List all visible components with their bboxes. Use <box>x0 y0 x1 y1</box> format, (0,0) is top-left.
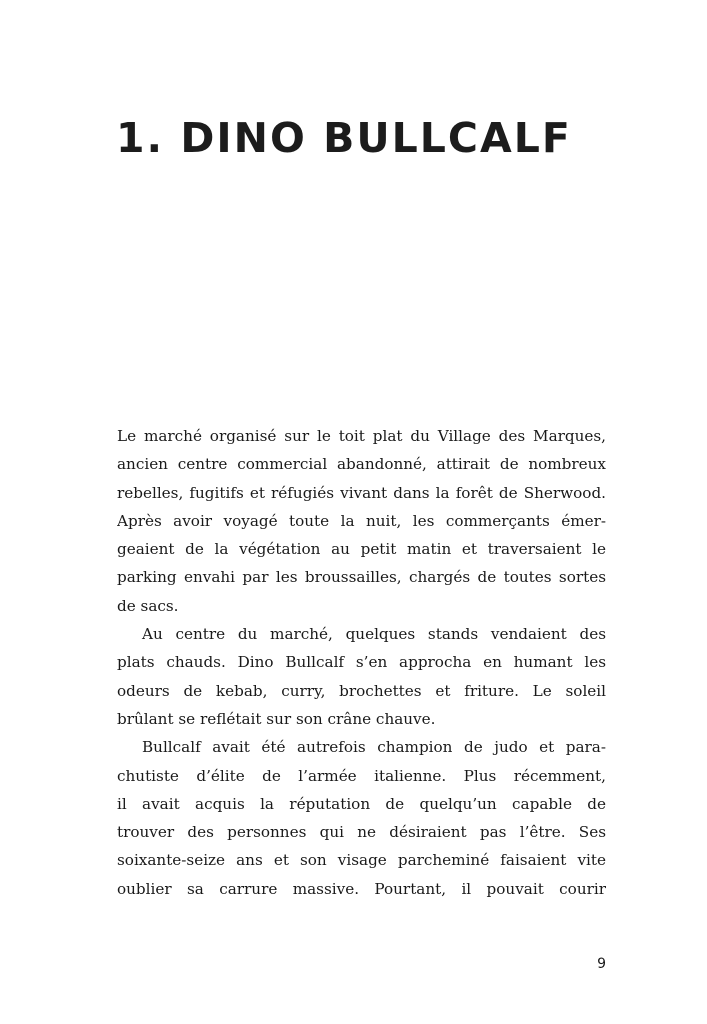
text-line: rebelles, fugitifs et réfugiés vivant dans la forêt de Sherwood. <box>117 483 606 502</box>
text-line: oublier sa carrure massive. Pourtant, il pouvait courir <box>117 879 606 898</box>
text-line: brûlant se reflétait sur son crâne chauve. <box>117 709 436 728</box>
text-line: ancien centre commercial abandonné, attirait de nombreux <box>117 455 606 474</box>
page-number: 9 <box>597 956 606 972</box>
body-text <box>117 422 606 903</box>
text-line: Au centre du marché, quelques stands vendaient des <box>142 625 606 644</box>
text-line: geaient de la végétation au petit matin et traversaient le <box>117 540 606 559</box>
paragraph-2 <box>117 620 606 733</box>
chapter-title: 1. DINO BULLCALF <box>116 114 572 162</box>
paragraph-1 <box>117 422 606 620</box>
text-line: Le marché organisé sur le toit plat du Village des Marques, <box>117 427 606 445</box>
text-line: odeurs de kebab, curry, brochettes et friture. Le soleil <box>117 681 606 700</box>
text-line: plats chauds. Dino Bullcalf s’en approcha en humant les <box>117 653 606 672</box>
text-line: trouver des personnes qui ne désiraient pas l’être. Ses <box>117 823 606 842</box>
text-line: parking envahi par les broussailles, chargés de toutes sortes <box>117 568 606 587</box>
text-line: Après avoir voyagé toute la nuit, les commerçants émer- <box>117 511 606 530</box>
text-line: il avait acquis la réputation de quelqu’un capable de <box>117 794 606 813</box>
text-line: soixante-seize ans et son visage parcheminé faisaient vite <box>117 851 606 870</box>
text-line: de sacs. <box>117 596 179 615</box>
text-line: chutiste d’élite de l’armée italienne. Plus récemment, <box>117 766 606 785</box>
paragraph-3 <box>117 733 606 903</box>
text-line: Bullcalf avait été autrefois champion de judo et para- <box>142 738 606 757</box>
